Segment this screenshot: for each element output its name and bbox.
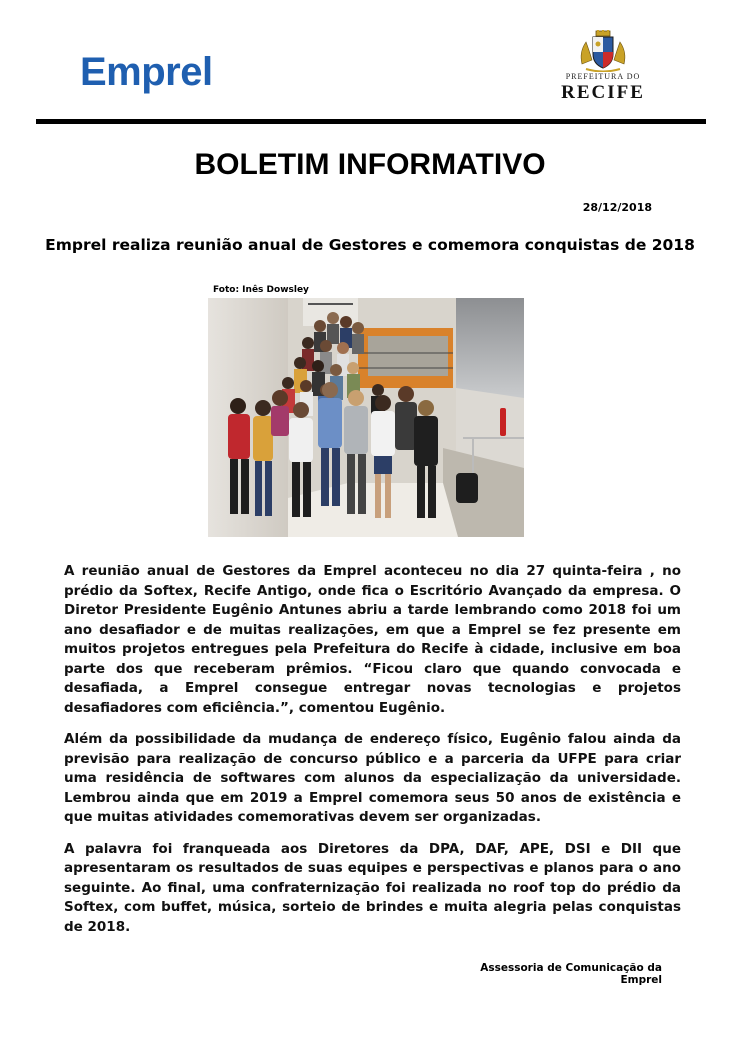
header-divider: [36, 119, 706, 124]
prefeitura-recife-logo: [548, 30, 658, 108]
article-paragraph-2: Além da possibilidade da mudança de endereço físico, Eugênio falou ainda da previsão para realização de concurso público e a parceria da UFPE para criar uma residência de softwares com alunos da especialização da universidade. Lembrou ainda que em 2019 a Emprel comemora seus 50 anos de existência e que muitas atividades comemorativas devem ser organizadas.: [64, 731, 681, 825]
bulletin-date: 28/12/2018: [582, 201, 652, 214]
city-coat-of-arms-icon: [576, 30, 630, 72]
article-paragraph-3: A palavra foi franqueada aos Diretores da DPA, DAF, APE, DSI e DII que apresentaram os resultados de suas equipes e perspectivas e planos para o ano seguinte. Ao final, uma confraternização foi realizada no roof top do prédio da Softex, com buffet, música, sorteio de brindes e muita alegria pelas conquistas de 2018.: [64, 840, 681, 935]
logo-text-bottom: RECIFE: [561, 82, 645, 103]
bulletin-title: BOLETIM INFORMATIVO: [194, 148, 546, 181]
emprel-logo: Emprel: [80, 50, 213, 94]
group-photo: [208, 298, 524, 537]
article-headline: Emprel realiza reunião anual de Gestores e comemora conquistas de 2018: [45, 236, 695, 254]
logo-text-top: PREFEITURA DO: [565, 72, 641, 81]
article-paragraph-1: A reunião anual de Gestores da Emprel aconteceu no dia 27 quinta-feira , no prédio da Softex, Recife Antigo, onde fica o Escritório Avançado da empresa. O Diretor Presidente Eugênio Antunes abriu a tarde lembrando como 2018 foi um ano desafiador e de muitas realizações, em que a Emprel se fez presente em muitos projetos entregues pela Prefeitura do Recife à cidade, inclusive em boa parte dos que receberam prêmios. “Ficou claro que quando convocada e desafiada, a Emprel consegue entregar novas tecnologias e projetos desafiadores com eficiência.”, comentou Eugênio.: [64, 563, 681, 716]
article-signature: Assessoria de Comunicação da Emprel: [480, 962, 662, 986]
group-photo-illustration: [208, 298, 524, 537]
photo-credit: Foto: Inês Dowsley: [213, 285, 309, 295]
article-body: [64, 562, 681, 949]
